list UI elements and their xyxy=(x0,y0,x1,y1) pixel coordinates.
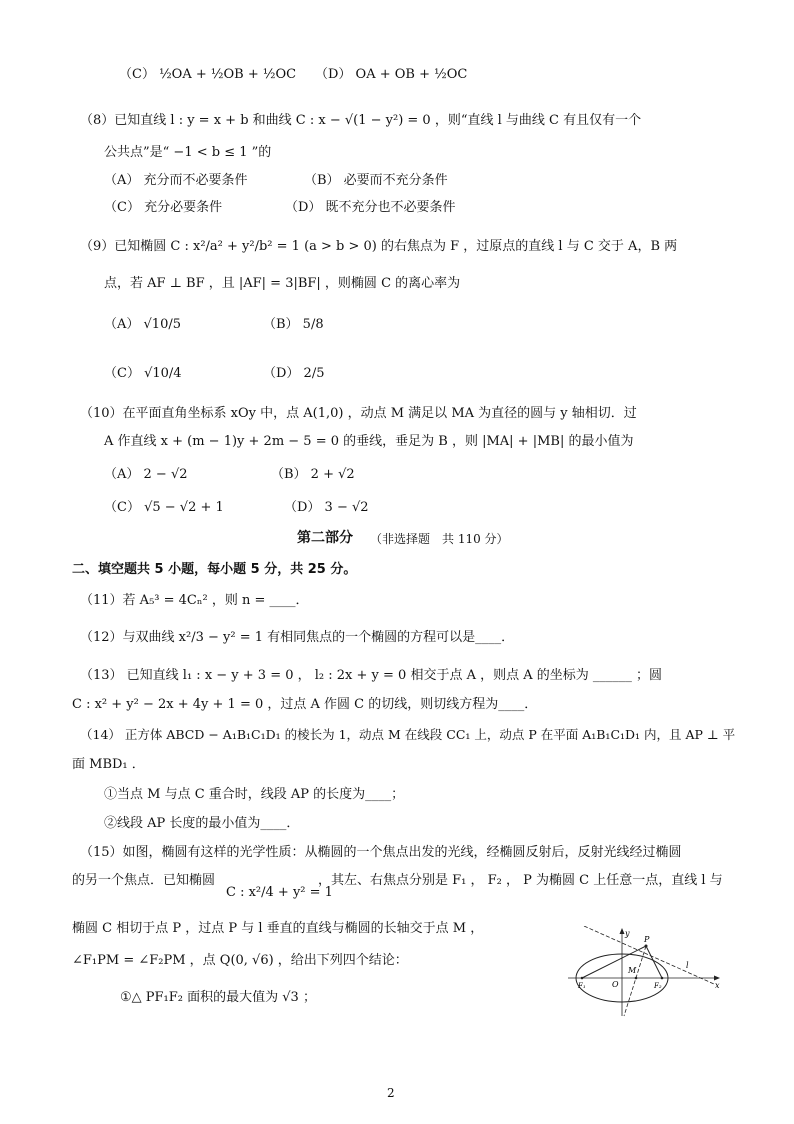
q9-option-b: （B） 5/8 xyxy=(263,317,324,332)
q15-sub1: ①△ PF₁F₂ 面积的最大值为 √3 ； xyxy=(120,990,316,1005)
y-axis-arrow xyxy=(620,928,625,934)
q9-stem-line2: 点，若 AF ⊥ BF ，且 |AF| = 3|BF| ，则椭圆 C 的离心率为 xyxy=(104,276,461,291)
label-l: l xyxy=(686,961,689,970)
section2-heading: 二、填空题共 5 小题，每小题 5 分，共 25 分。 xyxy=(72,562,357,577)
q10-option-a: （A） 2 − √2 xyxy=(104,467,188,482)
q8-option-d: （D） 既不充分也不必要条件 xyxy=(285,200,456,215)
q15-stem-line3: 椭圆 C 相切于点 P ，过点 P 与 l 垂直的直线与椭圆的长轴交于点 M ， xyxy=(72,921,484,936)
page-number: 2 xyxy=(387,1086,395,1100)
q7-option-d: （D） OA + OB + ½OC xyxy=(315,67,468,82)
ellipse-optics-figure xyxy=(564,926,724,1018)
q9-option-a: （A） √10/5 xyxy=(104,317,181,332)
q13-stem-line2: C : x² + y² − 2x + 4y + 1 = 0 ，过点 A 作圆 C 的切线，则切线方程为____． xyxy=(72,697,538,712)
label-x: x xyxy=(715,981,720,990)
label-f2: F₂ xyxy=(654,982,662,990)
part2-title: 第二部分 xyxy=(297,530,353,546)
q10-option-d: （D） 3 − √2 xyxy=(284,500,369,515)
x-axis-arrow xyxy=(714,976,720,981)
q7-option-c: （C） ½OA + ½OB + ½OC xyxy=(119,67,297,82)
q14-stem-line1: （14） 正方体 ABCD − A₁B₁C₁D₁ 的棱长为 1，动点 M 在线段 CC₁ 上，动点 P 在平面 A₁B₁C₁D₁ 内，且 AP ⊥ 平 xyxy=(80,727,736,742)
q15-stem-line2a: 的另一个焦点．已知椭圆 xyxy=(72,873,216,888)
label-m: M xyxy=(628,966,637,975)
q10-stem-line2: A 作直线 x + (m − 1)y + 2m − 5 = 0 的垂线，垂足为 B ，则 |MA| + |MB| 的最小值为 xyxy=(104,434,634,449)
ray-p-f2 xyxy=(646,946,662,978)
q15-ellipse-equation: C : x²/4 + y² = 1 xyxy=(226,885,333,900)
q12-stem: （12）与双曲线 x²/3 − y² = 1 有相同焦点的一个椭圆的方程可以是____． xyxy=(80,630,515,645)
label-p: P xyxy=(644,935,650,944)
q15-stem-line2c: ，其左、右焦点分别是 F₁ ， F₂ ， P 为椭圆 C 上任意一点，直线 l 与 xyxy=(318,873,723,888)
q13-stem-line1: （13） 已知直线 l₁ : x − y + 3 = 0 ， l₂ : 2x + y = 0 相交于点 A ，则点 A 的坐标为 ______ ；圆 xyxy=(80,668,663,683)
ray-f1-p xyxy=(582,946,646,978)
q15-stem-line1: （15）如图，椭圆有这样的光学性质：从椭圆的一个焦点出发的光线，经椭圆反射后，反射光线经过椭圆 xyxy=(80,845,682,860)
q9-stem-line1: （9）已知椭圆 C : x²/a² + y²/b² = 1 (a > b > 0) 的右焦点为 F ，过原点的直线 l 与 C 交于 A，B 两 xyxy=(80,239,678,254)
point-p xyxy=(645,945,648,948)
q9-option-c: （C） √10/4 xyxy=(104,366,182,381)
point-f2 xyxy=(661,977,664,980)
q14-sub1: ①当点 M 与点 C 重合时，线段 AP 的长度为____； xyxy=(104,787,405,802)
q8-option-c: （C） 充分必要条件 xyxy=(104,200,223,215)
q9-option-d: （D） 2/5 xyxy=(263,366,325,381)
q14-sub2: ②线段 AP 长度的最小值为____． xyxy=(104,816,300,831)
point-f1 xyxy=(581,977,584,980)
q10-stem-line1: （10）在平面直角坐标系 xOy 中，点 A(1,0) ，动点 M 满足以 MA 为直径的圆与 y 轴相切．过 xyxy=(80,406,637,421)
q8-stem-line2: 公共点”是“ −1 < b ≤ 1 ”的 xyxy=(104,145,272,160)
q15-stem-line4: ∠F₁PM = ∠F₂PM ，点 Q(0, √6) ，给出下列四个结论： xyxy=(72,953,408,968)
point-m xyxy=(635,977,638,980)
q10-option-b: （B） 2 + √2 xyxy=(271,467,355,482)
q8-option-a: （A） 充分而不必要条件 xyxy=(104,173,248,188)
q8-option-b: （B） 必要而不充分条件 xyxy=(304,173,448,188)
q11-stem: （11）若 A₅³ = 4Cₙ² ，则 n = ____． xyxy=(80,593,309,608)
part2-subtitle: （非选择题 共 110 分） xyxy=(370,532,509,546)
label-y: y xyxy=(625,929,630,938)
label-f1: F₁ xyxy=(578,982,586,990)
q8-stem-line1: （8）已知直线 l : y = x + b 和曲线 C : x − √(1 − y²) = 0 ，则“直线 l 与曲线 C 有且仅有一个 xyxy=(80,113,642,128)
q14-stem-line2: 面 MBD₁ ． xyxy=(72,757,145,772)
q10-option-c: （C） √5 − √2 + 1 xyxy=(104,500,224,515)
label-o: O xyxy=(612,980,619,989)
